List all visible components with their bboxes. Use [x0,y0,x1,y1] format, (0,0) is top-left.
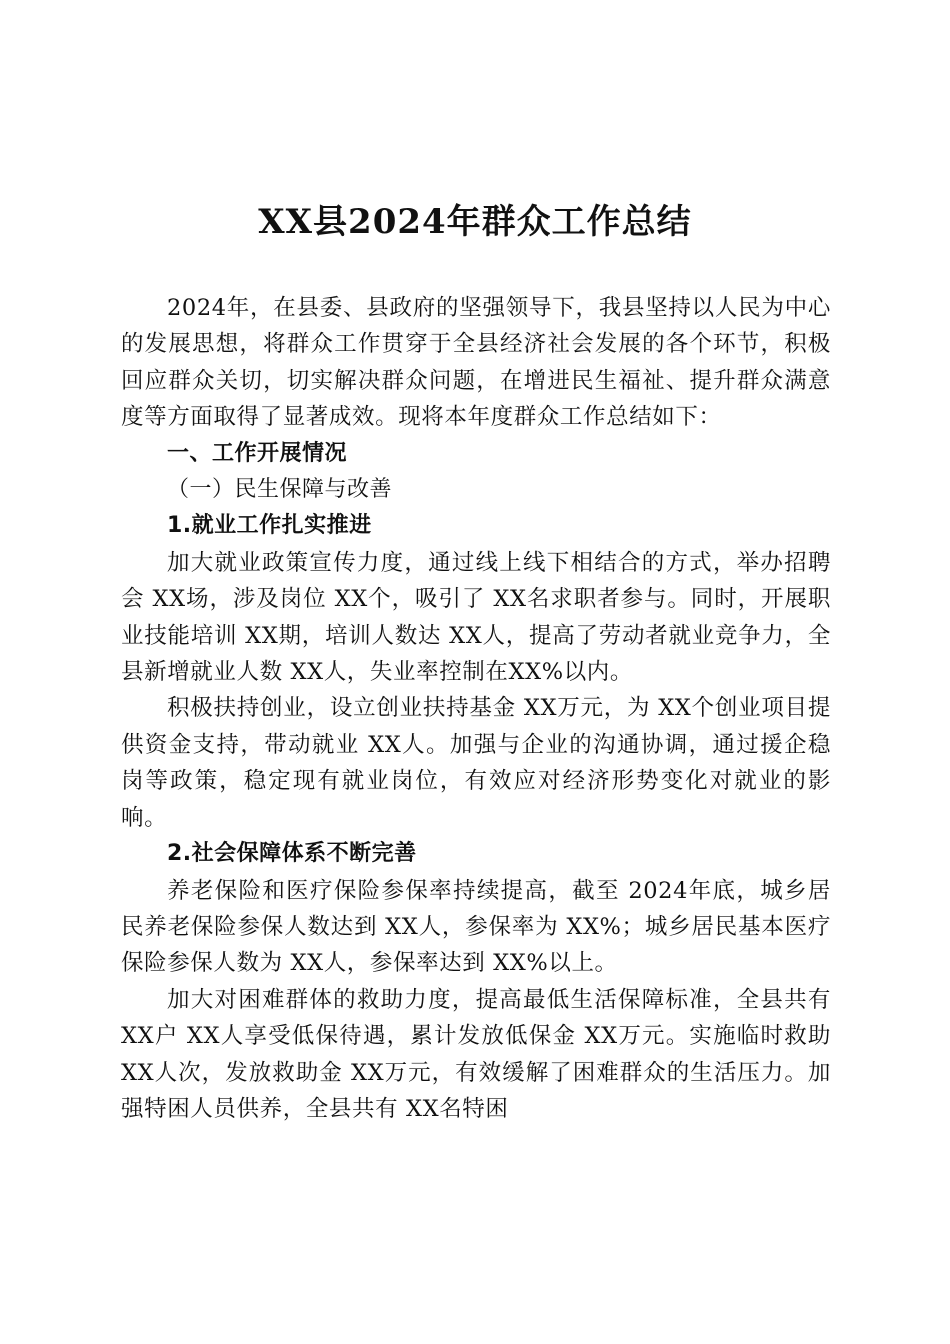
intro-paragraph: 2024年，在县委、县政府的坚强领导下，我县坚持以人民为中心的发展思想，将群众工作贯穿于全县经济社会发展的各个环节，积极回应群众关切，切实解决群众问题，在增进民生福祉、提升群众满意度等方面取得了显著成效。现将本年度群众工作总结如下： [121,295,831,431]
document-body [121,290,831,1127]
social-security-paragraph-1: 养老保险和医疗保险参保率持续提高，截至 2024年底，城乡居民养老保险参保人数达到 XX人，参保率为 XX%；城乡居民基本医疗保险参保人数为 XX人，参保率达到 XX%以上。 [121,877,831,977]
item-heading-employment: 1.就业工作扎实推进 [167,513,372,539]
social-security-paragraph-2: 加大对困难群体的救助力度，提高最低生活保障标准，全县共有 XX户 XX人享受低保待遇，累计发放低保金 XX万元。实施临时救助 XX人次，发放救助金 XX万元，有效缓解了困难群众的生活压力。加强特困人员供养，全县共有 XX名特困 [121,986,831,1122]
subsection-heading-livelihood: （一）民生保障与改善 [167,477,393,503]
section-heading-work-progress: 一、工作开展情况 [167,440,348,466]
employment-paragraph-2: 积极扶持创业，设立创业扶持基金 XX万元，为 XX个创业项目提供资金支持，带动就业 XX人。加强与企业的沟通协调，通过援企稳岗等政策，稳定现有就业岗位，有效应对经济形势变化对就业的影响。 [121,695,831,831]
document-title: XX县2024年群众工作总结 [258,202,692,242]
employment-paragraph-1: 加大就业政策宣传力度，通过线上线下相结合的方式，举办招聘会 XX场，涉及岗位 XX个，吸引了 XX名求职者参与。同时，开展职业技能培训 XX期，培训人数达 XX人，提高了劳动者就业竞争力，全县新增就业人数 XX人，失业率控制在XX%以内。 [121,549,831,686]
item-heading-social-security: 2.社会保障体系不断完善 [167,841,417,867]
